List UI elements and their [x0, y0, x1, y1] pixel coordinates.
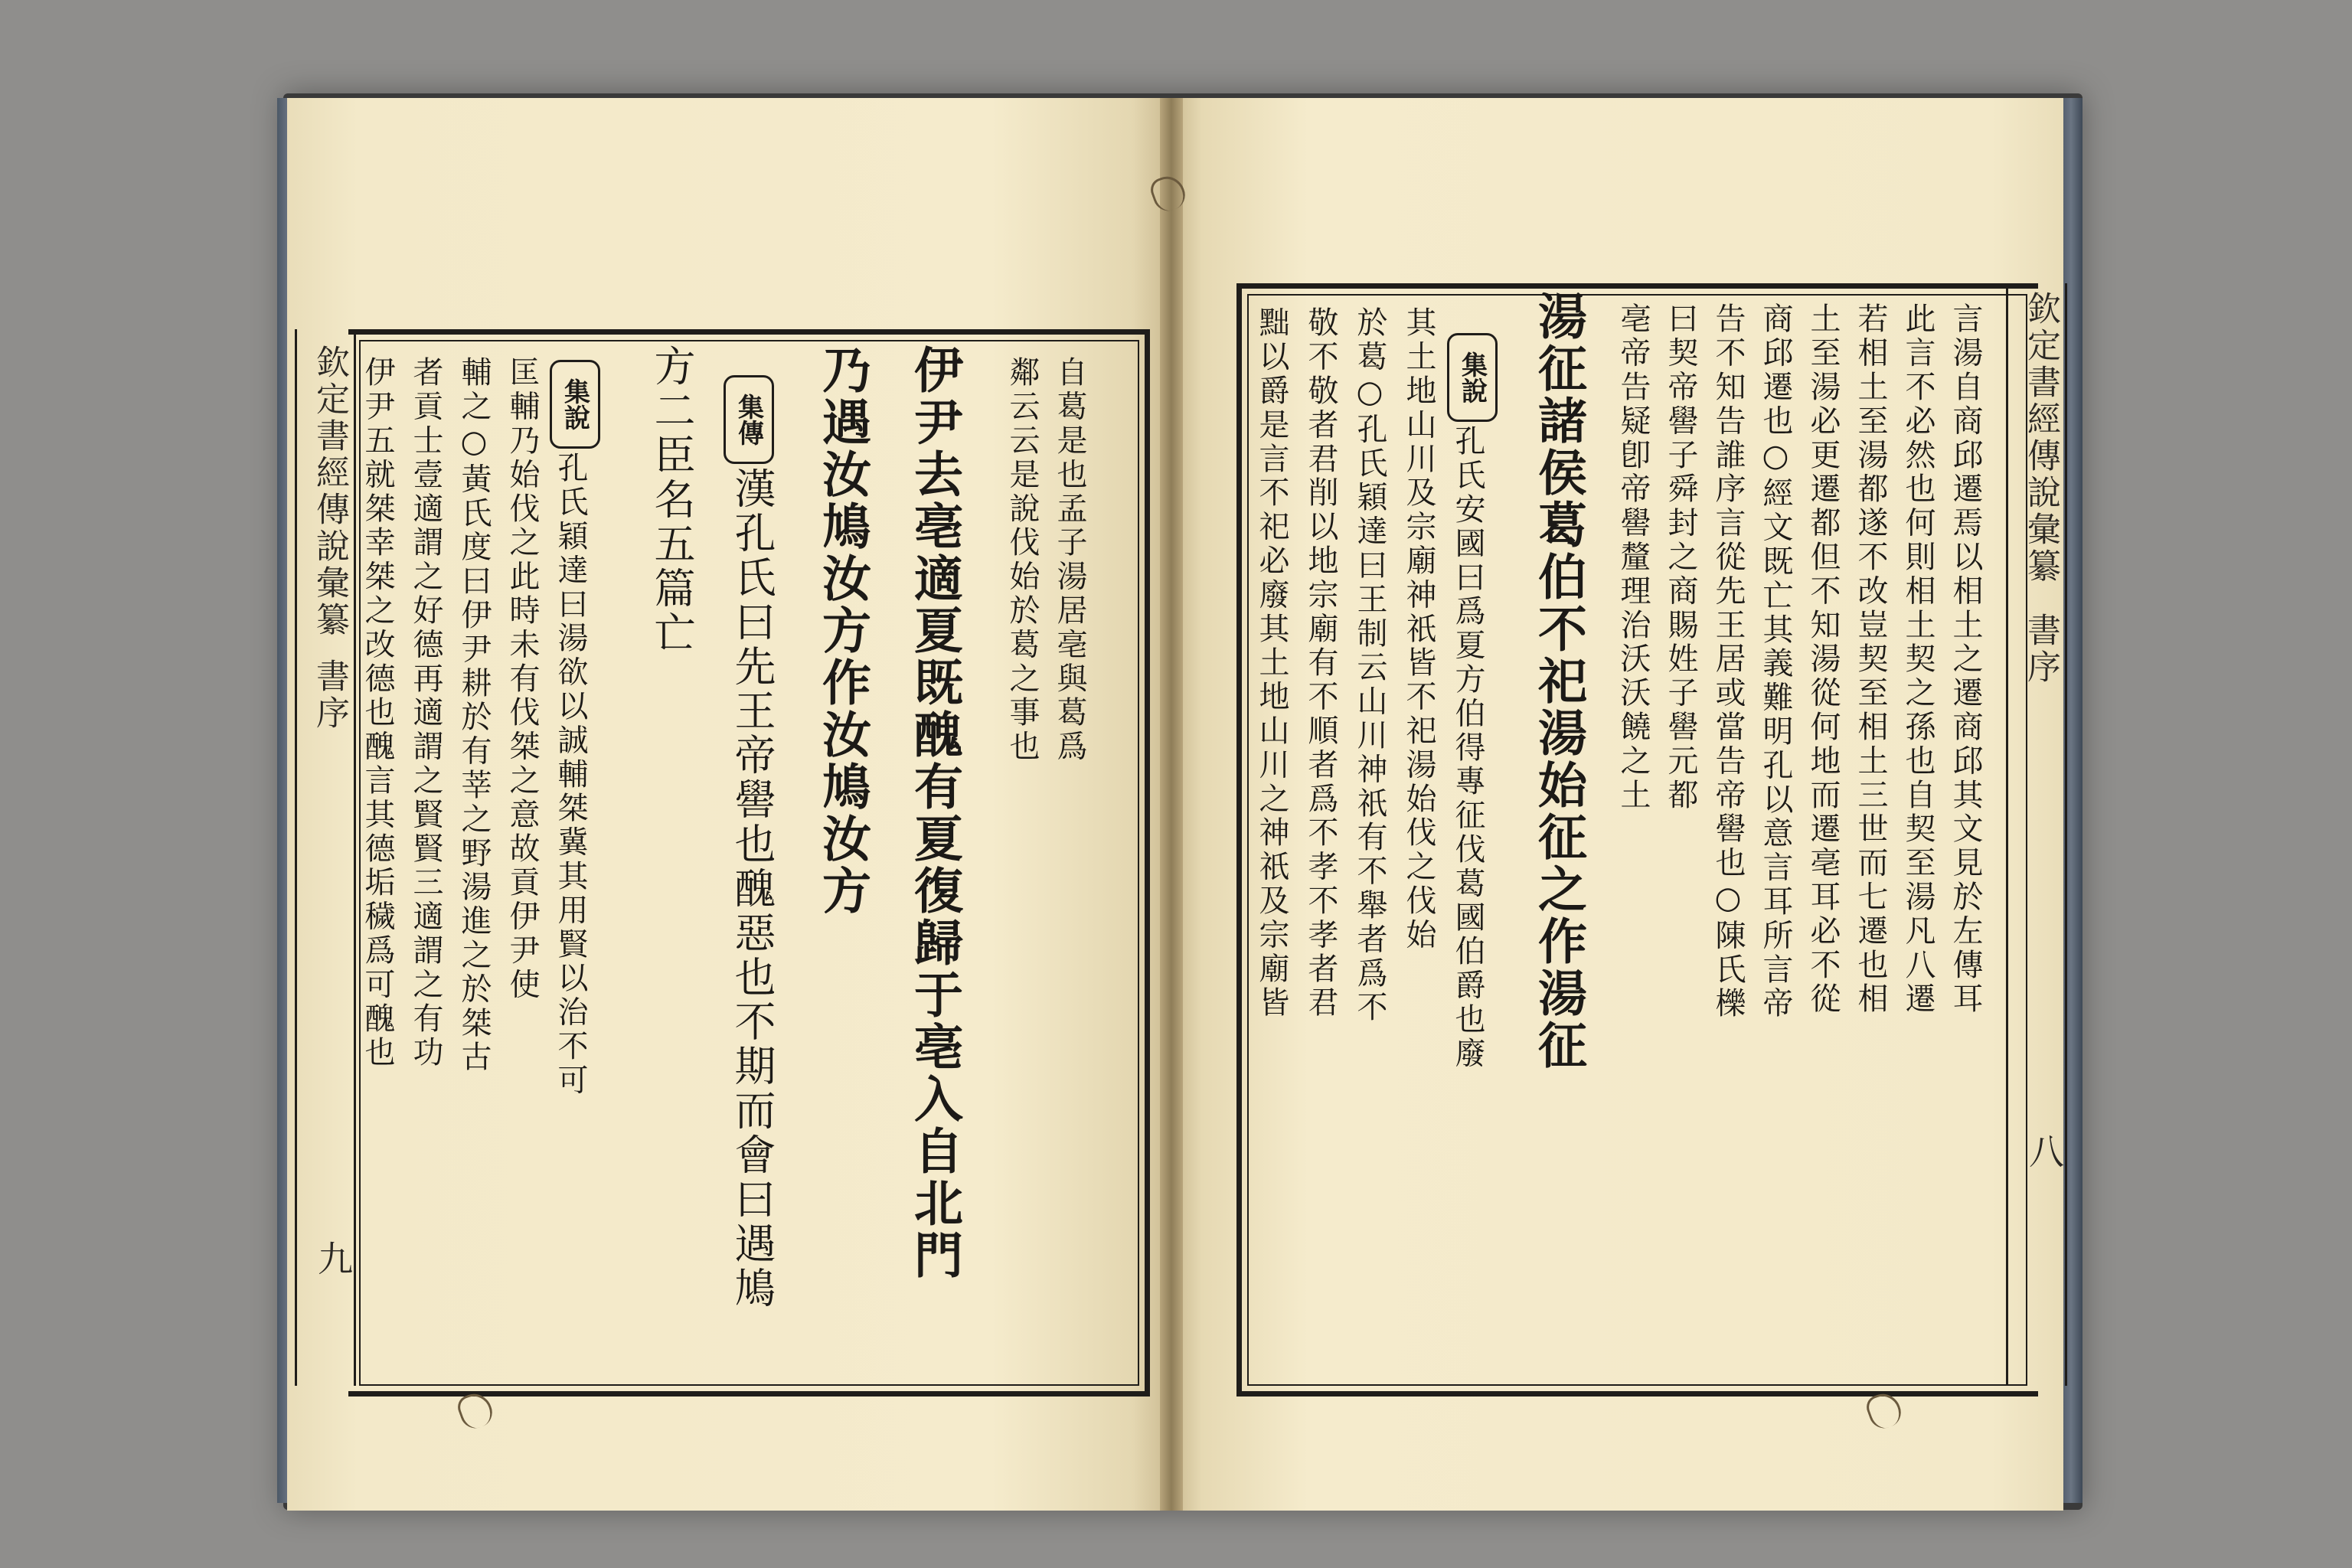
right-intro-line-5: 商邱遷也○經文既亡其義難明孔以意言耳所言帝: [1758, 302, 1793, 1021]
left-jishuo-line-2: 匡輔乃始伐之此時未有伐桀之意故貢伊尹使: [505, 356, 540, 1002]
right-margin-title: 欽定書經傳說彙纂: [2021, 291, 2060, 585]
left-line-after: 方二臣名五篇亡: [648, 345, 696, 655]
left-intro-line-2: 鄰云云是說伐始於葛之事也: [1004, 356, 1040, 764]
left-jishuo-line-5: 伊尹五就桀幸桀之改德也醜言其德垢穢爲可醜也: [360, 356, 395, 1070]
left-margin-section: 書序: [310, 658, 349, 732]
book-gutter: [1160, 98, 1183, 1511]
left-jishuo-line-3: 輔之○黃氏度曰伊尹耕於有莘之野湯進之於桀古: [456, 356, 492, 1075]
left-jizhuan-badge: 集傳: [724, 375, 774, 464]
left-intro-line-1: 自葛是也孟子湯居亳與葛爲: [1052, 356, 1087, 764]
right-jishuo-line-3: 於葛○孔氏穎達曰王制云山川神祇有不舉者爲不: [1352, 306, 1387, 1025]
right-page-number: 八: [2024, 1133, 2065, 1168]
right-intro-line-3: 若相土至湯都遂不改豈契至相土三世而七遷也相: [1853, 302, 1888, 1017]
left-jishuo-line-1: 孔氏穎達曰湯欲以誠輔桀冀其用賢以治不可: [553, 452, 588, 1098]
right-margin-section: 書序: [2021, 612, 2060, 686]
left-jizhuan-text: 漢孔氏曰先王帝嚳也醜惡也不期而會曰遇鳩: [728, 467, 776, 1311]
left-main-text-1: 伊尹去亳適夏既醜有夏復歸于亳入自北門: [906, 345, 963, 1282]
right-intro-line-8: 亳帝告疑卽帝嚳釐理治沃沃饒之土: [1615, 302, 1651, 812]
right-intro-line-4: 土至湯必更遷都但不知湯從何地而遷亳耳必不從: [1805, 302, 1841, 1017]
right-jishuo-badge: 集說: [1447, 333, 1498, 422]
right-intro-line-7: 曰契帝嚳子舜封之商賜姓子嚳元都: [1663, 302, 1698, 812]
right-jishuo-line-4: 敬不敬者君削以地宗廟有不順者爲不孝不孝者君: [1303, 306, 1338, 1021]
left-jishuo-badge: 集說: [550, 360, 600, 449]
right-intro-line-6: 告不知告誰序言從先王居或當告帝嚳也○陳氏櫟: [1710, 302, 1746, 1021]
left-main-text-2: 乃遇汝鳩汝方作汝鳩汝方: [814, 345, 871, 917]
right-jishuo-line-1: 孔氏安國曰爲夏方伯得專征伐葛國伯爵也廢: [1450, 425, 1485, 1071]
right-main-text: 湯征諸侯葛伯不祀湯始征之作湯征: [1530, 291, 1587, 1072]
right-intro-line-2: 此言不必然也何則相土契之孫也自契至湯凡八遷: [1900, 302, 1936, 1017]
right-intro-line-1: 言湯自商邱遷焉以相土之遷商邱其文見於左傳耳: [1948, 302, 1983, 1017]
right-jishuo-line-5: 黜以爵是言不祀必廢其土地山川之神祇及宗廟皆: [1254, 306, 1289, 1021]
left-page-number: 九: [312, 1240, 354, 1276]
right-jishuo-line-2: 其土地山川及宗廟神祇皆不祀湯始伐之伐始: [1401, 306, 1436, 952]
left-jishuo-line-4: 者貢士壹適謂之好德再適謂之賢賢三適謂之有功: [408, 356, 443, 1070]
left-margin-title: 欽定書經傳說彙纂: [310, 345, 349, 639]
